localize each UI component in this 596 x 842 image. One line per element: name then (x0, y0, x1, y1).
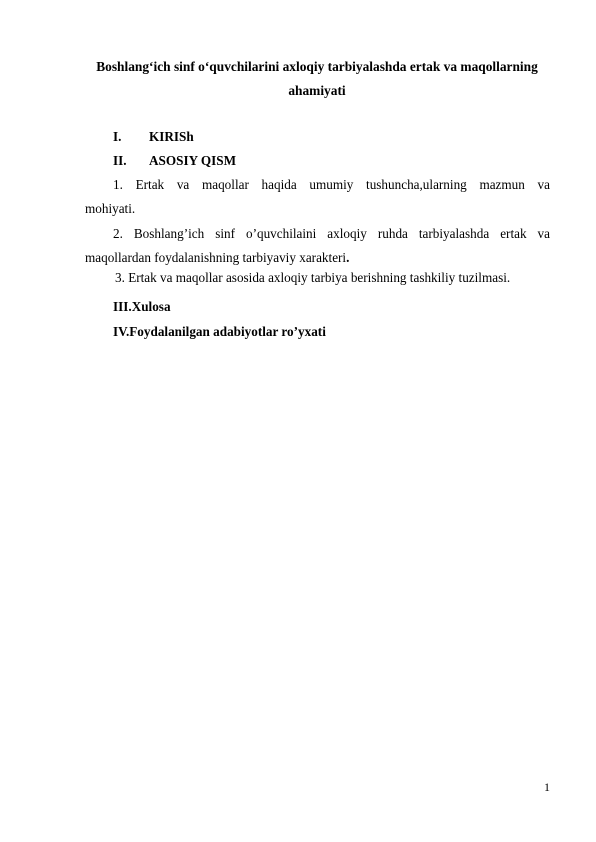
toc-item-main-part (113, 153, 236, 169)
toc-subitem-2-line-2 (85, 246, 550, 270)
toc-item-number: I. (113, 129, 122, 144)
document-title-line-1: Boshlang‘ich sinf o‘quvchilarini axloqiy tarbiyalashda ertak va maqollarning (96, 59, 538, 74)
toc-item-conclusion: III.Xulosa (113, 299, 171, 314)
toc-item-introduction (113, 129, 194, 145)
page-number: 1 (544, 780, 550, 794)
toc-item-label: KIRISh (149, 129, 194, 144)
toc-item-references: IV.Foydalanilgan adabiyotlar ro’yxati (113, 324, 326, 339)
toc-subitem-2-line-2-text: maqollardan foydalanishning tarbiyaviy xarakteri (85, 250, 347, 265)
toc-item-number: II. (113, 153, 127, 168)
toc-item-label: ASOSIY QISM (149, 153, 237, 168)
toc-subitem-1-line-2: mohiyati. (85, 201, 136, 216)
toc-subitem-2-line-1: 2. Boshlang’ich sinf o’quvchilaini axloqiy ruhda tarbiyalashda ertak va (113, 226, 550, 241)
toc-subitem-3: 3. Ertak va maqollar asosida axloqiy tarbiya berishning tashkiliy tuzilmasi. (115, 270, 511, 285)
document-title-line-2: ahamiyati (288, 83, 346, 98)
toc-subitem-1 (85, 173, 550, 221)
toc-subitem-1-line-1: 1. Ertak va maqollar haqida umumiy tushuncha,ularning mazmun va (113, 177, 550, 192)
toc-subitem-2 (85, 222, 550, 270)
toc-subitem-2-period: . (346, 250, 350, 265)
